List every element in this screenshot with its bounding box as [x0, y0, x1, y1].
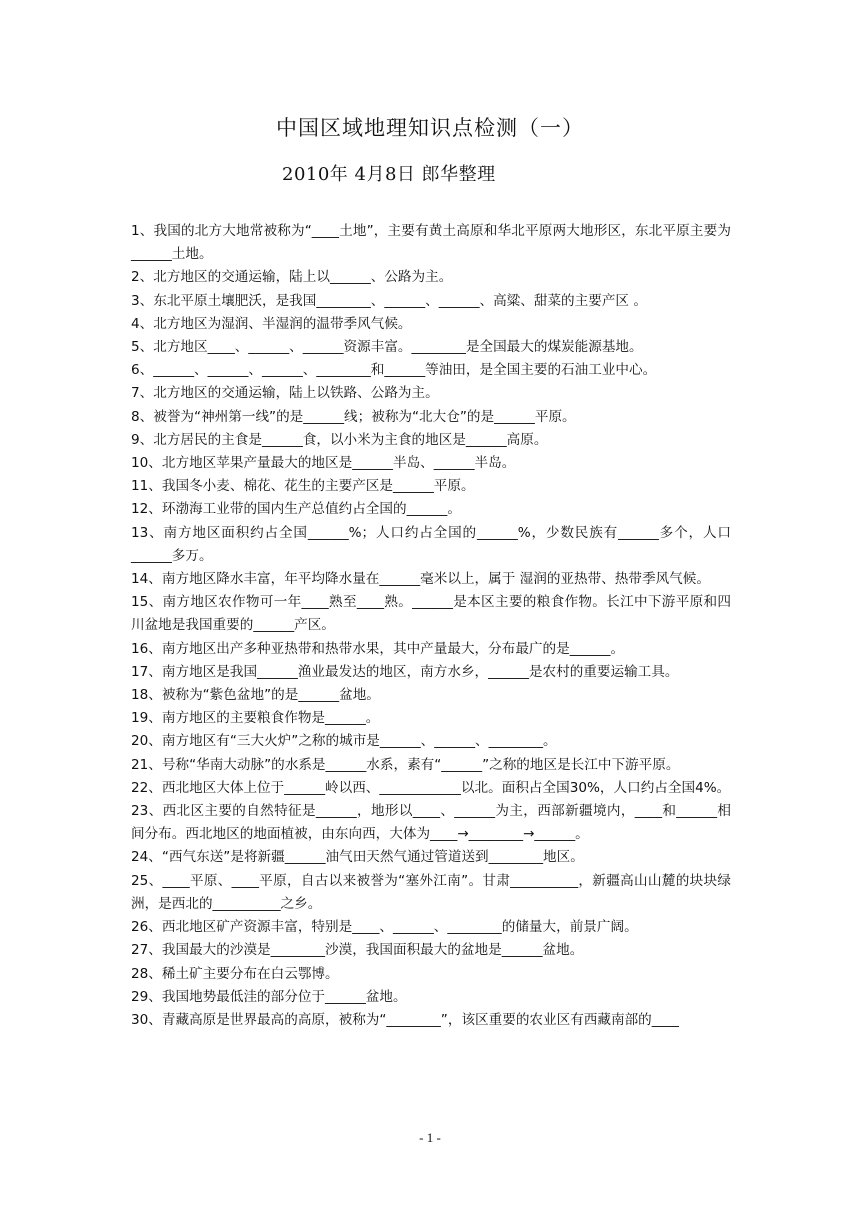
- question-item: 9、北方居民的主食是______食，以小米为主食的地区是______高原。: [131, 431, 548, 448]
- question-item: 6、______、______、______、________和______等油田，是全国主要的石油工业中心。: [131, 362, 657, 379]
- question-item: 24、“西气东送”是将新疆______油气田天然气通过管道送到________地区。: [131, 849, 584, 866]
- question-item: 14、南方地区降水丰富，年平均降水量在______毫米以上，属于 湿润的亚热带、热带季风气候。: [131, 571, 710, 588]
- question-item: 23、西北区主要的自然特征是______，地形以____、______为主，西部新疆境内，____和______相间分布。西北地区的地面植被，由东向西，大体为____→________→______。: [131, 803, 731, 843]
- question-item: 11、我国冬小麦、棉花、花生的主要产区是______平原。: [131, 478, 475, 495]
- question-item: 5、北方地区____、______、______资源丰富。________是全国最大的煤炭能源基地。: [131, 339, 643, 356]
- question-item: 4、北方地区为湿润、半湿润的温带季风气候。: [131, 315, 412, 332]
- question-item: 25、____平原、____平原，自古以来被誉为“塞外江南”。甘肃__________，新疆高山山麓的块块绿洲，是西北的__________之乡。: [131, 872, 731, 912]
- page-title: 中国区域地理知识点检测（一）: [276, 116, 584, 140]
- question-item: 3、东北平原土壤肥沃，是我国________、______、______、高粱、甜菜的主要产区 。: [131, 292, 647, 309]
- question-item: 15、南方地区农作物可一年____熟至____熟。______是本区主要的粮食作物。长江中下游平原和四川盆地是我国重要的______产区。: [131, 594, 731, 634]
- question-item: 10、北方地区苹果产量最大的地区是______半岛、______半岛。: [131, 455, 516, 472]
- question-item: 26、西北地区矿产资源丰富，特别是____、______、________的储量大，前景广阔。: [131, 919, 638, 936]
- page-number: - 1 -: [419, 1130, 441, 1145]
- question-item: 18、被称为“紫色盆地”的是______盆地。: [131, 687, 380, 704]
- question-item: 7、北方地区的交通运输，陆上以铁路、公路为主。: [131, 385, 439, 402]
- question-item: 8、被誉为“神州第一线”的是______线；被称为“北大仓”的是______平原。: [131, 408, 576, 425]
- question-item: 20、南方地区有“三大火炉”之称的城市是______、______、________。: [131, 733, 557, 750]
- question-item: 1、我国的北方大地常被称为“____土地”，主要有黄土高原和华北平原两大地形区，东北平原主要为______土地。: [131, 223, 731, 263]
- page-subtitle: 2010年 4月8日 郎华整理: [282, 164, 496, 185]
- question-item: 29、我国地势最低洼的部分位于______盆地。: [131, 988, 407, 1005]
- question-item: 22、西北地区大体上位于______岭以西、____________以北。面积占全国30%，人口约占全国4%。: [131, 779, 731, 796]
- question-item: 13、南方地区面积约占全国______%；人口约占全国的______%，少数民族有______多个，人口______多万。: [131, 524, 731, 564]
- question-item: 28、稀土矿主要分布在白云鄂博。: [131, 965, 339, 982]
- question-list: [131, 220, 731, 1032]
- question-item: 30、青藏高原是世界最高的高原，被称为“________”，该区重要的农业区有西藏南部的____: [131, 1011, 679, 1028]
- question-item: 16、南方地区出产多种亚热带和热带水果，其中产量最大，分布最广的是______。: [131, 640, 625, 657]
- question-item: 19、南方地区的主要粮食作物是______。: [131, 710, 380, 727]
- question-item: 21、号称“华南大动脉”的水系是______水系，素有“______”之称的地区是长江中下游平原。: [131, 756, 680, 773]
- question-item: 12、环渤海工业带的国内生产总值约占全国的______。: [131, 501, 461, 518]
- question-item: 2、北方地区的交通运输，陆上以______、公路为主。: [131, 269, 453, 286]
- question-item: 17、南方地区是我国______渔业最发达的地区，南方水乡，______是农村的重要运输工具。: [131, 663, 679, 680]
- question-item: 27、我国最大的沙漠是________沙漠，我国面积最大的盆地是______盆地。: [131, 942, 584, 959]
